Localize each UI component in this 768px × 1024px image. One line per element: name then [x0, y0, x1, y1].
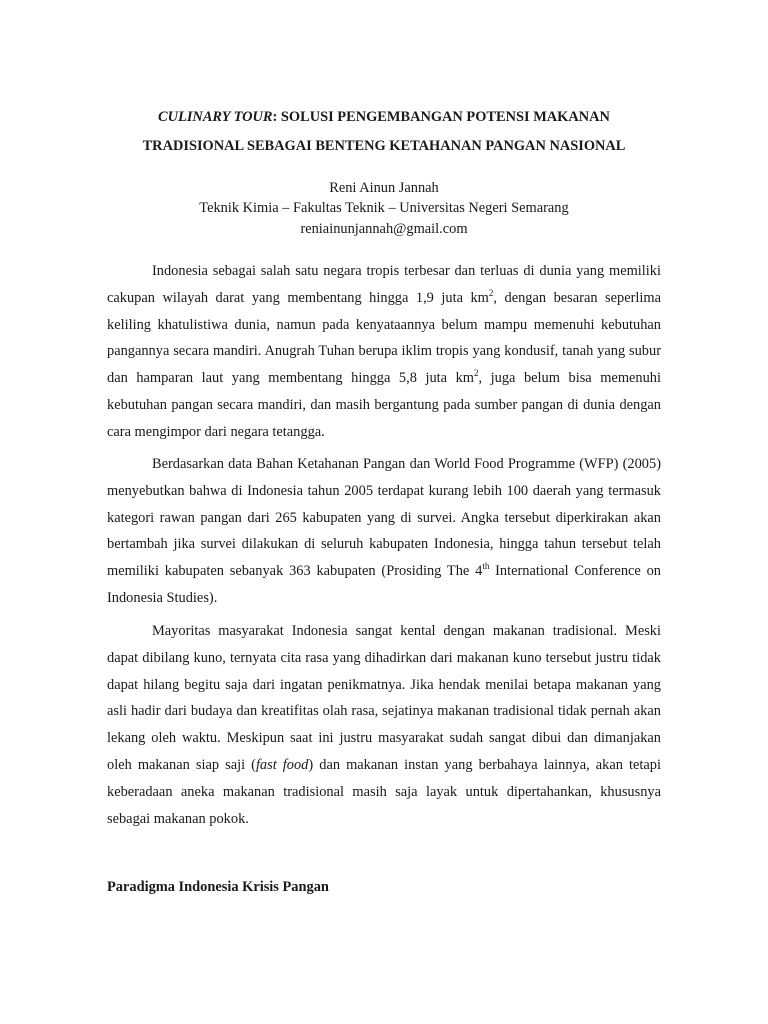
paragraph-1-text-c: , juga belum bisa memenuhi kebutuhan pangan secara mandiri, dan masih bergantung pada sumber pangan di dunia dengan cara mengimpor dari negara tetangga. — [107, 370, 661, 440]
paragraph-1-text-b: , dengan besaran seperlima keliling khatulistiwa dunia, namun pada kenyataannya belum mampu memenuhi kebutuhan pangannya secara mandiri. Anugrah Tuhan berupa iklim tropis yang kondusif, tanah yang subur dan hamparan laut yang membentang hingga 5,8 juta km — [107, 289, 661, 387]
title-line-1-rest: : SOLUSI PENGEMBANGAN POTENSI MAKANAN — [272, 109, 610, 125]
paragraph-3-text-a: Mayoritas masyarakat Indonesia sangat kental dengan makanan tradisional. Meski dapat dibilang kuno, ternyata cita rasa yang dihadirkan dari makanan kuno tersebut justru tidak dapat hilang begitu saja dari ingatan penikmatnya. Jika hendak menilai betapa makanan yang asli hadir dari budaya dan kreatifitas olah rasa, sejatinya makanan tradisional tidak pernah akan lekang oleh waktu. Meskipun saat ini justru masyarakat sudah sangat dibui dan dimanjakan oleh makanan siap saji ( — [107, 623, 661, 773]
author-affiliation: Teknik Kimia – Fakultas Teknik – Universitas Negeri Semarang — [199, 200, 569, 216]
paper-title-line-2: TRADISIONAL SEBAGAI BENTENG KETAHANAN PANGAN NASIONAL — [142, 138, 626, 154]
body-paragraph-3 — [107, 618, 661, 832]
section-heading: Paradigma Indonesia Krisis Pangan — [107, 879, 329, 895]
author-name: Reni Ainun Jannah — [329, 180, 439, 196]
superscript-squared: 2 — [488, 287, 494, 298]
body-paragraph-2 — [107, 451, 661, 612]
title-italic-term: CULINARY TOUR — [158, 109, 273, 125]
author-email: reniainunjannah@gmail.com — [300, 221, 468, 237]
italic-term-fast-food: fast food — [255, 756, 309, 773]
superscript-ordinal: th — [482, 561, 490, 572]
body-paragraph-1 — [107, 258, 661, 446]
paper-title-line-1 — [60, 108, 708, 126]
paragraph-2-text-b: International Conference on Indonesia Studies). — [107, 563, 661, 606]
paragraph-2-text-a: Berdasarkan data Bahan Ketahanan Pangan dan World Food Programme (WFP) (2005) menyebutkan bahwa di Indonesia tahun 2005 terdapat kurang lebih 100 daerah yang termasuk kategori rawan pangan dari 265 kabupaten yang di survei. Angka tersebut diperkirakan akan bertambah jika survei dilakukan di seluruh kabupaten Indonesia, hingga tahun tersebut telah memiliki kabupaten sebanyak 363 kabupaten (Prosiding The 4 — [107, 456, 661, 580]
superscript-squared: 2 — [473, 368, 479, 379]
paragraph-3-text-b: ) dan makanan instan yang berbahaya lainnya, akan tetapi keberadaan aneka makanan tradisional masih saja layak untuk dipertahankan, khususnya sebagai makanan pokok. — [107, 756, 661, 827]
paragraph-1-text-a: Indonesia sebagai salah satu negara tropis terbesar dan terluas di dunia yang memiliki cakupan wilayah darat yang membentang hingga 1,9 juta km — [107, 263, 661, 306]
